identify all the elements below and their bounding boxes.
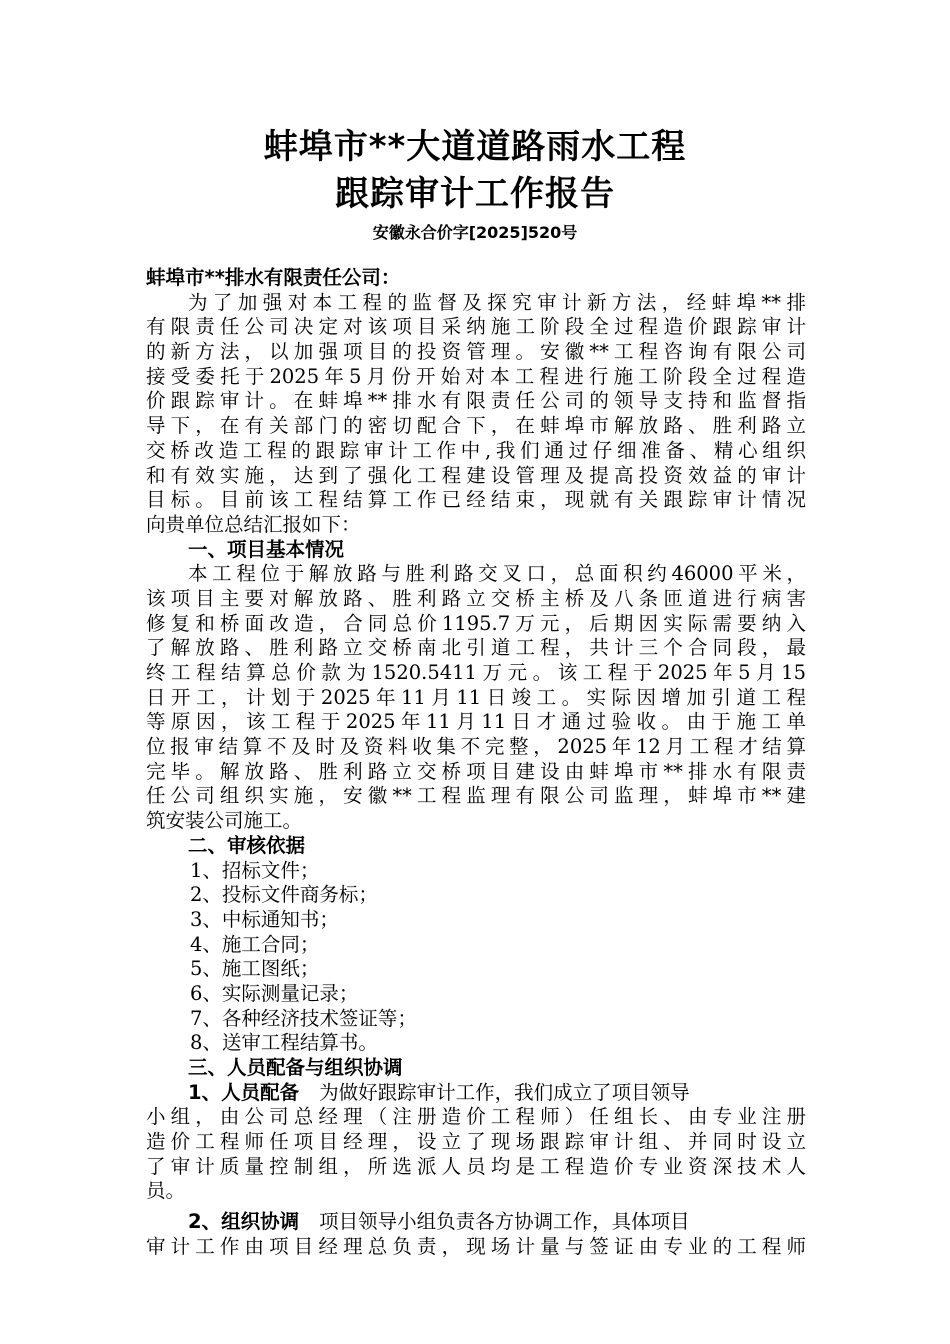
- sub2-line: 审计工作由项目经理总负责，现场计量与签证由专业的工程师: [146, 1234, 806, 1258]
- section2-item: 3、中标通知书；: [190, 907, 339, 931]
- section1-line: 修复和桥面改造，合同总价1195.7万元，后期因实际需要纳入: [146, 611, 806, 635]
- section1-line: 任公司组织实施，安徽**工程监理有限公司监理，蚌埠市**建: [146, 784, 806, 808]
- intro-line: 和有效实施，达到了强化工程建设管理及提高投资效益的审计: [146, 463, 806, 487]
- intro-line: 目标。目前该工程结算工作已经结束，现就有关跟踪审计情况: [146, 488, 806, 512]
- intro-line: 接受委托于2025年5月份开始对本工程进行施工阶段全过程造: [146, 364, 806, 388]
- sub1-line: 造价工程师任项目经理，设立了现场跟踪审计组、并同时设立: [146, 1130, 806, 1154]
- sub1-first-line: [146, 1081, 806, 1106]
- intro-paragraph: [146, 291, 806, 538]
- section1-paragraph: [146, 562, 806, 834]
- intro-line: 价跟踪审计。在蚌埠**排水有限责任公司的领导支持和监督指: [146, 389, 806, 413]
- section2-item: 7、各种经济技术签证等；: [190, 1006, 417, 1030]
- section2-item: 1、招标文件；: [190, 858, 320, 882]
- intro-line: 为了加强对本工程的监督及探究审计新方法，经蚌埠**排: [188, 290, 806, 314]
- intro-line: 向贵单位总结汇报如下：: [146, 512, 361, 536]
- sub1-line: 了审计质量控制组，所选派人员均是工程造价专业资深技术人: [146, 1154, 806, 1178]
- title-line-2: 跟踪审计工作报告: [335, 174, 615, 214]
- sub1-heading: 1、人员配备: [188, 1080, 300, 1104]
- section2-item: 8、送审工程结算书。: [190, 1031, 378, 1055]
- sub1-paragraph: [146, 1105, 806, 1204]
- sub2-first-line: [146, 1210, 806, 1235]
- section1-line: 等原因，该工程于2025年11月11日才通过验收。由于施工单: [146, 710, 806, 734]
- intro-line: 导下，在有关部门的密切配合下，在蚌埠市解放路、胜利路立: [146, 414, 806, 438]
- section2-list: [146, 859, 806, 1057]
- section1-line: 日开工，计划于2025年11月11日竣工。实际因增加引道工程: [146, 685, 806, 709]
- intro-line: 交桥改造工程的跟踪审计工作中,我们通过仔细准备、精心组织: [146, 438, 806, 462]
- section2-item: 6、实际测量记录；: [190, 981, 359, 1005]
- section1-line: 完毕。解放路、胜利路立交桥项目建设由蚌埠市**排水有限责: [146, 759, 806, 783]
- intro-line: 的新方法，以加强项目的投资管理。安徽**工程咨询有限公司: [146, 340, 806, 364]
- title-line-1: 蚌埠市**大道道路雨水工程: [263, 127, 687, 167]
- sub1-line: 员。: [146, 1179, 186, 1203]
- section1-line: 本工程位于解放路与胜利路交叉口，总面积约46000平米，: [188, 562, 806, 586]
- section1-line: 终工程结算总价款为1520.5411万元。该工程于2025年5月15: [146, 661, 806, 684]
- sub1-line: 小组，由公司总经理（注册造价工程师）任组长、由专业注册: [146, 1105, 806, 1129]
- section1-line: 了解放路、胜利路立交桥南北引道工程，共计三个合同段，最: [146, 636, 806, 660]
- section1-heading: 一、项目基本情况: [188, 537, 345, 561]
- sub1-first-text: 为做好跟踪审计工作，我们成立了项目领导: [319, 1080, 690, 1104]
- section1-line: 该项目主要对解放路、胜利路立交桥主桥及八条匝道进行病害: [146, 586, 806, 610]
- document-body: [146, 266, 806, 1260]
- section3-heading: 三、人员配备与组织协调: [188, 1056, 403, 1079]
- section2-item: 2、投标文件商务标；: [190, 883, 378, 907]
- sub2-paragraph: [146, 1235, 806, 1260]
- document-number: 安徽永合价字[2025]520号: [372, 223, 578, 242]
- sub2-first-text: 项目领导小组负责各方协调工作，具体项目: [319, 1210, 690, 1234]
- section1-line: 位报审结算不及时及资料收集不完整，2025年12月工程才结算: [146, 735, 806, 759]
- addressee: 蚌埠市**排水有限责任公司：: [146, 266, 401, 289]
- section2-item: 4、施工合同；: [190, 932, 320, 956]
- intro-line: 有限责任公司决定对该项目采纳施工阶段全过程造价跟踪审计: [146, 315, 806, 339]
- section2-item: 5、施工图纸；: [190, 957, 320, 981]
- section1-line: 筑安装公司施工。: [146, 809, 303, 833]
- section2-heading: 二、审核依据: [188, 833, 306, 857]
- sub2-heading: 2、组织协调: [188, 1210, 300, 1234]
